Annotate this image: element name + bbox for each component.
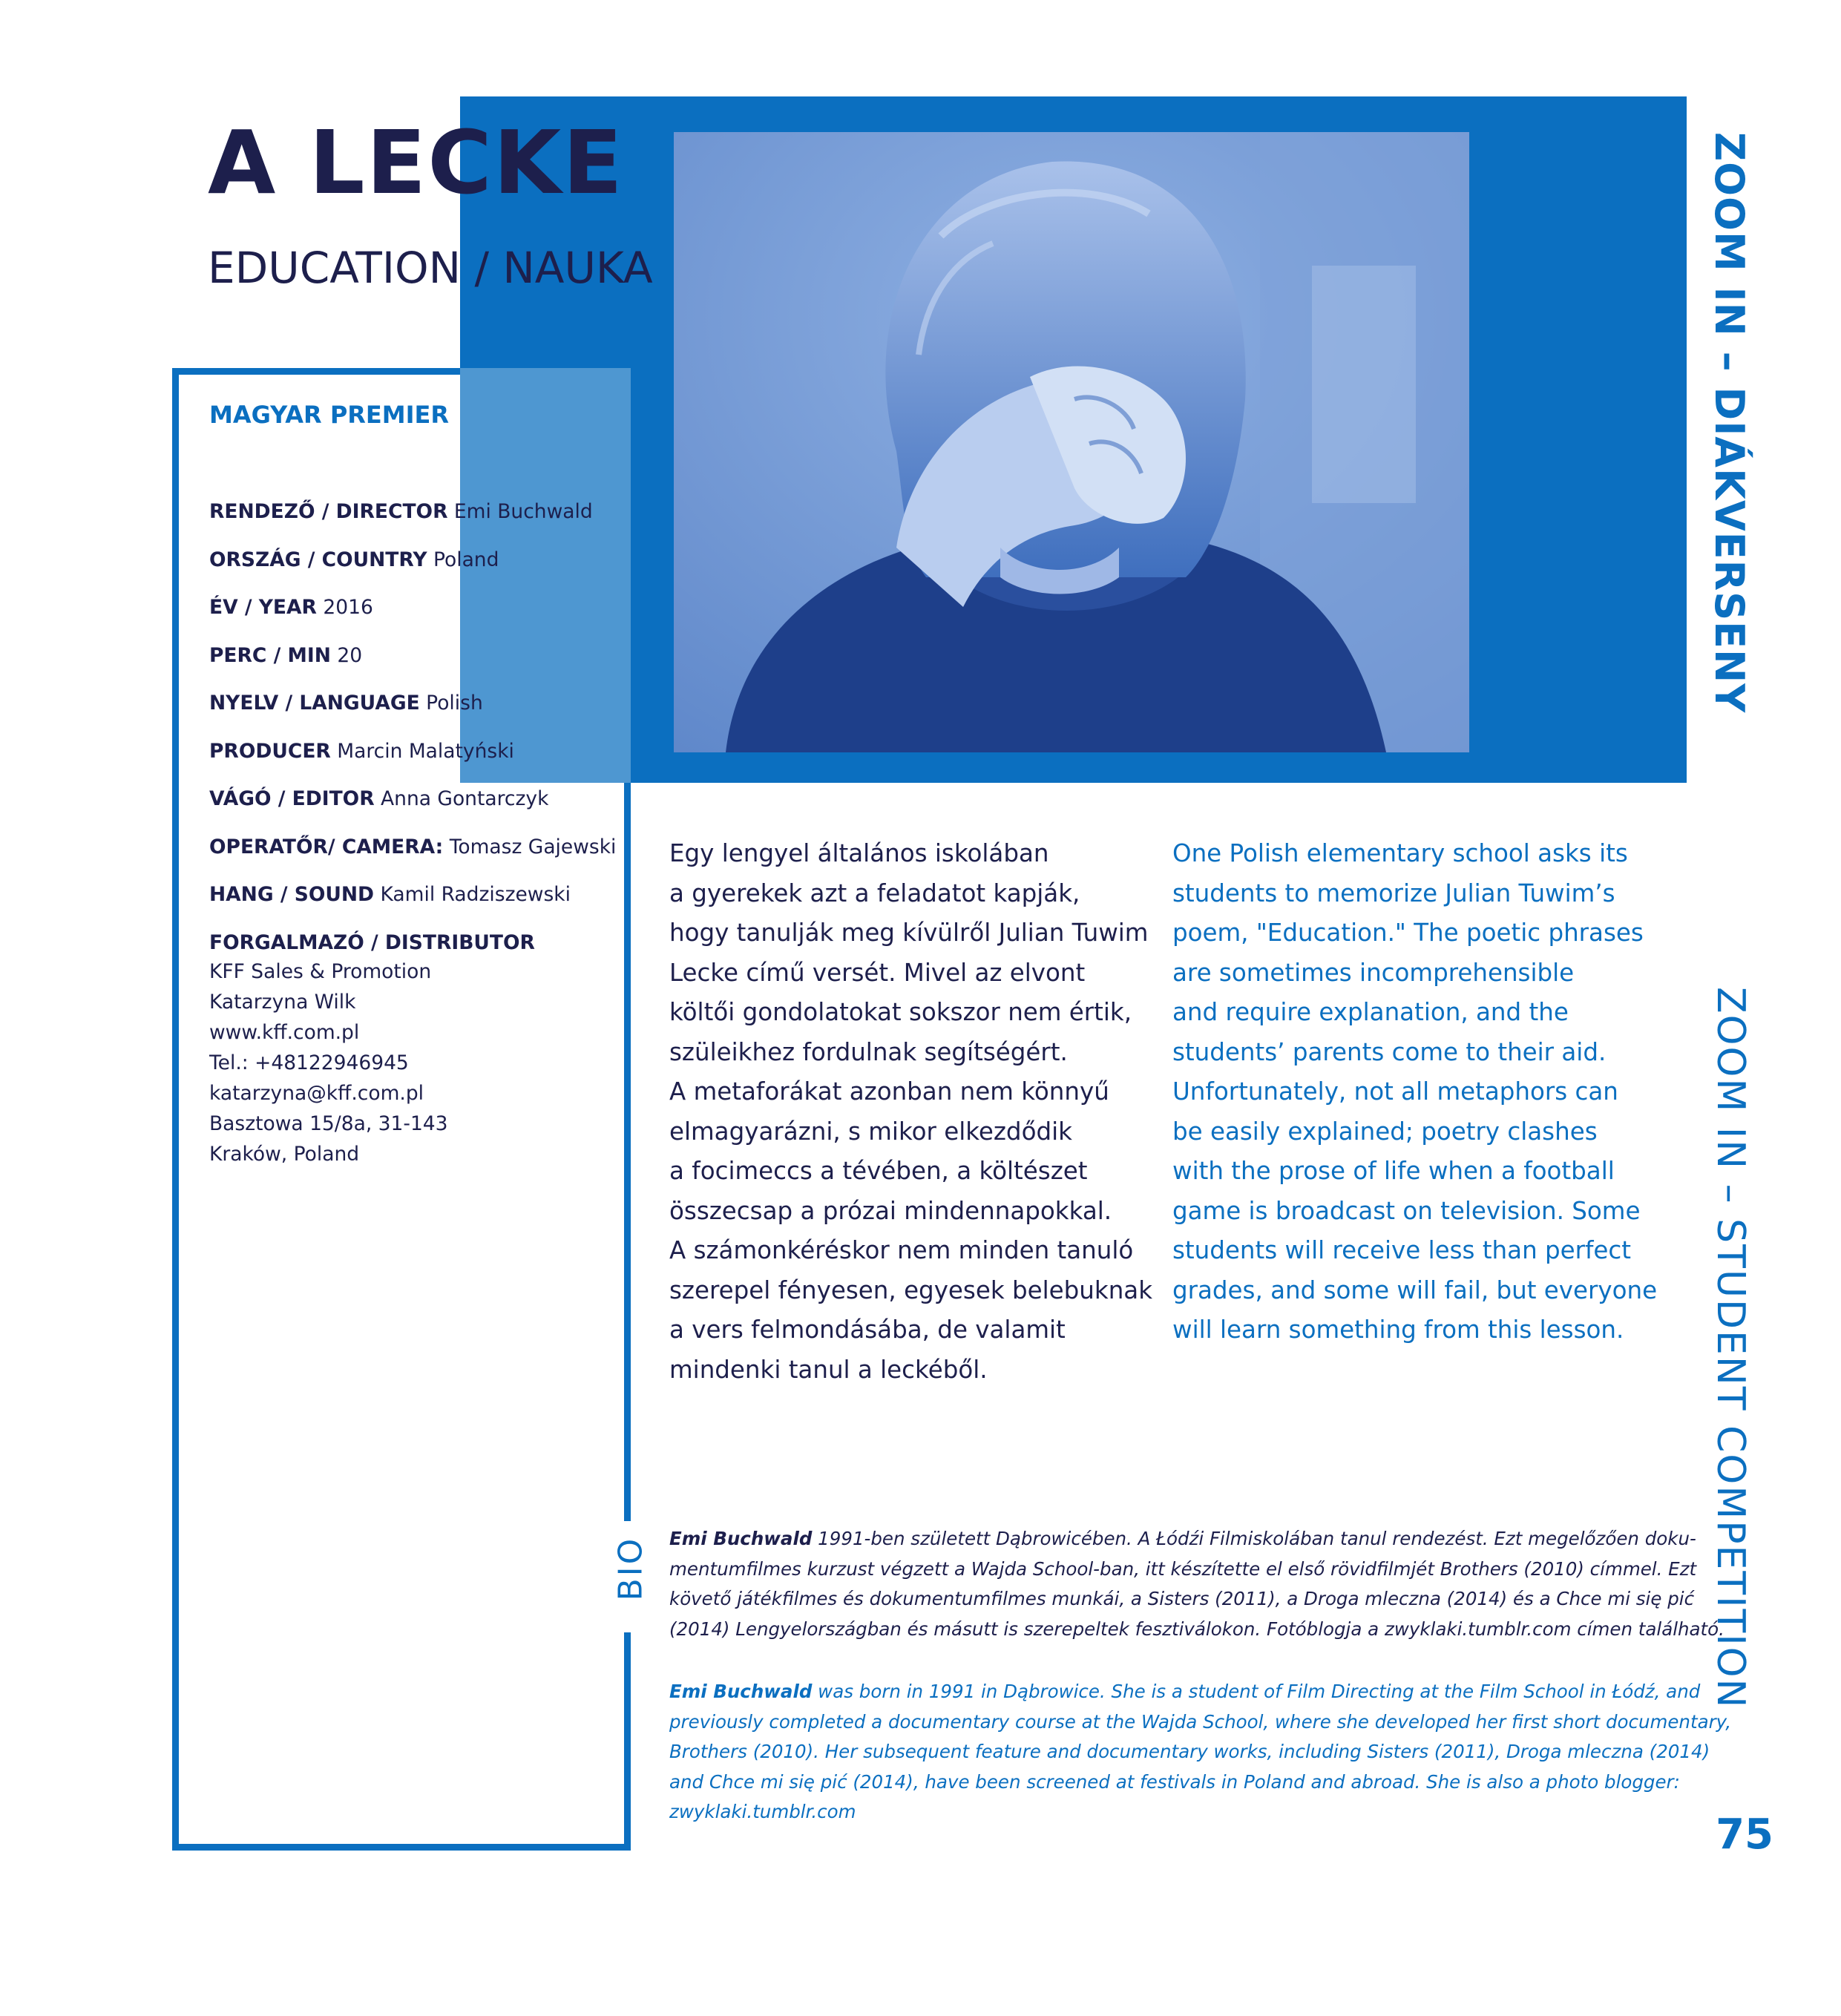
section-label-hungarian: ZOOM IN – DIÁKVERSENY [1706,132,1753,714]
synopsis-line: hogy tanulják meg kívülről Julian Tuwim [669,919,1149,947]
bio-hungarian [669,1524,1724,1644]
synopsis-line: Egy lengyel általános iskolában [669,839,1049,867]
distributor-website[interactable]: www.kff.com.pl [209,1020,360,1044]
synopsis-line: szüleikhez fordulnak segítségért. [669,1037,1068,1066]
bio-text: 1991-ben született Dąbrowicében. A Łódźi Filmiskolában tanul rendezést. Ezt megelőzően doku- [812,1528,1696,1549]
credit-key: OPERATŐR/ CAMERA: [209,835,444,858]
distributor-phone: Tel.: +48122946945 [209,1051,409,1074]
synopsis-english [1172,834,1662,1350]
credit-camera [209,834,625,882]
bio-line: Brothers (2010). Her subsequent feature and documentary works, including Sisters (2011), Droga mleczna (2014) [669,1741,1710,1762]
credit-key: ÉV / YEAR [209,596,317,619]
synopsis-line: grades, and some will fail, but everyone [1172,1275,1658,1304]
synopsis-line: szerepel fényesen, egyesek belebuknak [669,1275,1153,1304]
bio-label-text: BIO [611,1536,650,1601]
synopsis-line: One Polish elementary school asks its [1172,839,1628,867]
distributor-line: KFF Sales & Promotion [209,959,432,983]
film-still-image [674,132,1469,752]
bio-link[interactable]: zwyklaki.tumblr.com [669,1801,856,1822]
synopsis-line: a focimeccs a tévében, a költészet [669,1157,1088,1185]
credit-key: HANG / SOUND [209,883,375,906]
credit-country [209,547,625,595]
bio-name: Emi Buchwald [669,1681,813,1702]
bio-text: was born in 1991 in Dąbrowice. She is a student of Film Directing at the Film School in Łódź, and [812,1681,1701,1702]
synopsis-line: a vers felmondásába, de valamit [669,1316,1066,1344]
film-subtitle: EDUCATION / NAUKA [208,243,653,293]
synopsis-line: Lecke című versét. Mivel az elvont [669,958,1086,987]
credit-value: Marcin Malatyński [330,739,514,763]
synopsis-line: be easily explained; poetry clashes [1172,1117,1598,1146]
synopsis-line: and require explanation, and the [1172,998,1569,1026]
credit-value: Poland [427,548,499,571]
credit-director [209,499,625,547]
credit-key: VÁGÓ / EDITOR [209,787,375,810]
credit-key: PRODUCER [209,739,331,763]
bio-line: követő játékfilmes és dokumentumfilmes munkái, a Sisters (2011), a Droga mleczna (2014) és a Chce mi się pić [669,1588,1695,1609]
synopsis-line: a gyerekek azt a feladatot kapják, [669,879,1080,907]
credits-list [209,499,625,1169]
synopsis-line: költői gondolatokat sokszor nem értik, [669,998,1132,1026]
film-title: A LECKE [208,111,624,214]
synopsis-line: elmagyarázni, s mikor elkezdődik [669,1117,1072,1146]
bio-line: (2014) Lengyelországban és másutt is szerepeltek fesztiválokon. Fotóblogja a zwyklaki.tumblr.com címen található. [669,1618,1724,1640]
credit-value: Anna Gontarczyk [374,787,549,810]
credit-key: PERC / MIN [209,643,331,667]
bio-line: and Chce mi się pić (2014), have been screened at festivals in Poland and abroad. She is also a photo blogger: [669,1770,1680,1793]
synopsis-line: game is broadcast on television. Some [1172,1196,1641,1225]
credit-value: Polish [419,692,483,715]
distributor-email[interactable]: katarzyna@kff.com.pl [209,1081,424,1105]
synopsis-line: A számonkéréskor nem minden tanuló [669,1236,1134,1264]
credit-year [209,594,625,643]
credit-value: Emi Buchwald [447,500,593,523]
synopsis-line: students will receive less than perfect [1172,1236,1632,1264]
credit-value: 20 [330,643,363,667]
synopsis-line: students’ parents come to their aid. [1172,1037,1607,1066]
page-number: 75 [1716,1810,1773,1859]
credit-value: 2016 [316,596,373,619]
credit-value: Kamil Radziszewski [374,883,571,906]
credit-key: ORSZÁG / COUNTRY [209,548,427,571]
distributor-line: Katarzyna Wilk [209,990,356,1014]
bio-label [611,1536,652,1601]
distributor-line: Basztowa 15/8a, 31-143 [209,1112,448,1135]
bio-line [669,1677,1701,1707]
synopsis-line: összecsap a prózai mindennapokkal. [669,1196,1112,1225]
synopsis-line: are sometimes incomprehensible [1172,958,1575,987]
section-label-english: ZOOM IN – STUDENT COMPETITION [1708,987,1753,1710]
synopsis-line: with the prose of life when a football [1172,1157,1615,1185]
synopsis-line: A metaforákat azonban nem könnyű [669,1077,1109,1106]
credit-key: RENDEZŐ / DIRECTOR [209,500,448,523]
distributor-line: Kraków, Poland [209,1142,360,1166]
credit-editor [209,786,625,834]
synopsis-line: will learn something from this lesson. [1172,1316,1624,1344]
synopsis-line: mindenki tanul a leckéből. [669,1355,988,1384]
synopsis-line: students to memorize Julian Tuwim’s [1172,879,1615,907]
credit-producer [209,738,625,787]
credit-minutes [209,643,625,691]
synopsis-line: poem, "Education." The poetic phrases [1172,919,1644,947]
distributor-key: FORGALMAZÓ / DISTRIBUTOR [209,930,535,954]
credit-value: Tomasz Gajewski [443,835,617,858]
bio-name: Emi Buchwald [669,1528,813,1549]
synopsis-hungarian [669,834,1153,1390]
credit-key: NYELV / LANGUAGE [209,692,420,715]
bio-line [669,1524,1696,1554]
synopsis-line: Unfortunately, not all metaphors can [1172,1077,1618,1106]
child-covering-face-illustration [674,132,1469,752]
bio-line: mentumfilmes kurzust végzett a Wajda School-ban, itt készítette el első rövidfilmjét Brothers (2010) címmel. Ezt [669,1557,1697,1580]
bio-english [669,1677,1732,1828]
premier-label: MAGYAR PREMIER [209,401,450,429]
bio-line: previously completed a documentary course at the Wajda School, where she developed her first short documentary, [669,1710,1732,1733]
credit-language [209,690,625,738]
credit-sound [209,881,625,930]
